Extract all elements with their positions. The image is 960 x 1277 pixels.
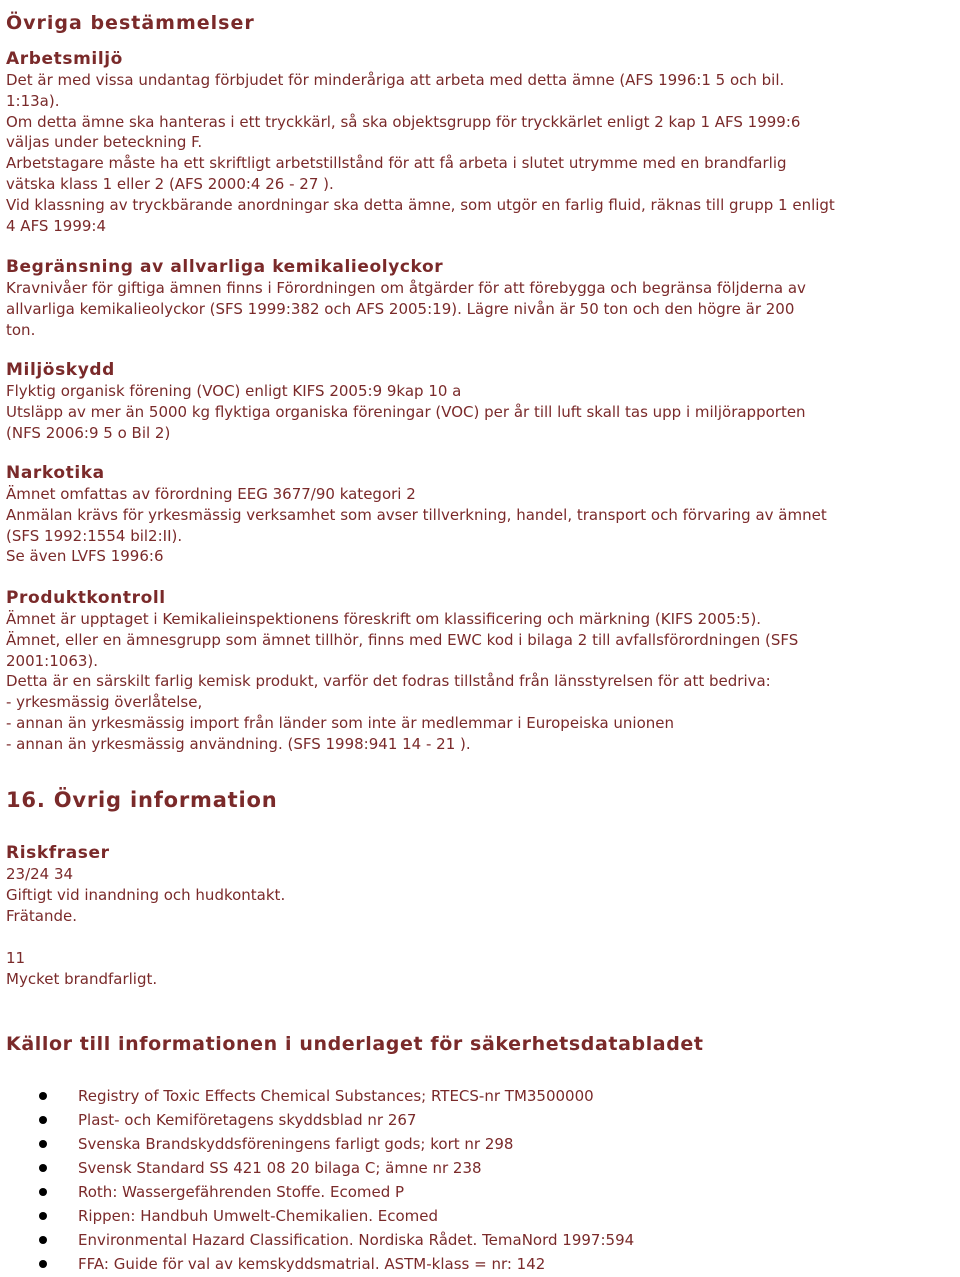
miljoskydd-line: Utsläpp av mer än 5000 kg flyktiga organiska föreningar (VOC) per år till luft skall tas upp i miljörapporten xyxy=(6,402,806,421)
begransning-heading: Begränsning av allvarliga kemikalieolyckor xyxy=(6,257,444,277)
produktkontroll-line: Detta är en särskilt farlig kemisk produkt, varför det fodras tillstånd från länsstyrelsen för att bedriva: xyxy=(6,672,771,691)
bullet-icon xyxy=(39,1212,47,1220)
begransning-line: ton. xyxy=(6,320,36,339)
list-item-label: Environmental Hazard Classification. Nordiska Rådet. TemaNord 1997:594 xyxy=(78,1231,635,1249)
sources-list xyxy=(6,1084,954,1276)
bullet-icon xyxy=(39,1164,47,1172)
riskfraser-line: Mycket brandfarligt. xyxy=(6,969,158,988)
narkotika-line: Anmälan krävs för yrkesmässig verksamhet som avser tillverkning, handel, transport och förvaring av ämnet xyxy=(6,505,827,524)
narkotika-line: (SFS 1992:1554 bil2:II). xyxy=(6,526,183,545)
riskfraser-line: 23/24 34 xyxy=(6,865,74,883)
riskfraser-heading: Riskfraser xyxy=(6,843,110,863)
bullet-icon xyxy=(39,1188,47,1196)
bullet-icon xyxy=(39,1140,47,1148)
sources-section xyxy=(6,1032,954,1056)
miljoskydd-section xyxy=(6,359,954,443)
begransning-line: Kravnivåer för giftiga ämnen finns i Förordningen om åtgärder för att förebygga och begränsa följderna av xyxy=(6,279,806,297)
produktkontroll-heading: Produktkontroll xyxy=(6,588,166,608)
narkotika-heading: Narkotika xyxy=(6,463,105,483)
produktkontroll-line: 2001:1063). xyxy=(6,651,99,670)
list-item-label: Registry of Toxic Effects Chemical Substances; RTECS-nr TM3500000 xyxy=(78,1087,594,1105)
page-title: Övriga bestämmelser xyxy=(6,12,255,34)
arbetsmiljo-line: Om detta ämne ska hanteras i ett tryckkärl, så ska objektsgrupp för tryckkärlet enligt 2 kap 1 AFS 1999:6 xyxy=(6,112,801,131)
list-item xyxy=(6,1252,954,1276)
arbetsmiljo-line: vätska klass 1 eller 2 (AFS 2000:4 26 - 27 ). xyxy=(6,174,334,193)
narkotika-line: Ämnet omfattas av förordning EEG 3677/90 kategori 2 xyxy=(6,485,416,503)
section-16-block xyxy=(6,786,954,814)
miljoskydd-line: (NFS 2006:9 5 o Bil 2) xyxy=(6,423,171,442)
riskfraser-line: Giftigt vid inandning och hudkontakt. xyxy=(6,885,286,904)
narkotika-line: Se även LVFS 1996:6 xyxy=(6,547,164,566)
produktkontroll-section xyxy=(6,587,954,755)
list-item-label: Rippen: Handbuh Umwelt-Chemikalien. Ecomed xyxy=(78,1207,439,1225)
riskfraser-line: Frätande. xyxy=(6,906,77,925)
riskfraser-section xyxy=(6,842,954,926)
list-item xyxy=(6,1108,954,1132)
list-item xyxy=(6,1132,954,1156)
riskfraser-line: 11 xyxy=(6,949,26,967)
arbetsmiljo-line: Vid klassning av tryckbärande anordningar ska detta ämne, som utgör en farlig fluid, räknas till grupp 1 enligt xyxy=(6,195,835,214)
begransning-line: allvarliga kemikalieolyckor (SFS 1999:382 och AFS 2005:19). Lägre nivån är 50 ton och den högre är 200 xyxy=(6,299,795,318)
sources-heading: Källor till informationen i underlaget för säkerhetsdatabladet xyxy=(6,1033,704,1055)
list-item-label: FFA: Guide för val av kemskyddsmatrial. ASTM-klass = nr: 142 xyxy=(78,1255,546,1273)
bullet-icon xyxy=(39,1260,47,1268)
produktkontroll-line: - annan än yrkesmässig användning. (SFS 1998:941 14 - 21 ). xyxy=(6,734,471,753)
list-item xyxy=(6,1228,954,1252)
list-item xyxy=(6,1204,954,1228)
miljoskydd-line: Flyktig organisk förening (VOC) enligt KIFS 2005:9 9kap 10 a xyxy=(6,382,462,400)
list-item-label: Plast- och Kemiföretagens skyddsblad nr 267 xyxy=(78,1111,417,1129)
narkotika-section xyxy=(6,462,954,567)
bullet-icon xyxy=(39,1092,47,1100)
arbetsmiljo-line: 4 AFS 1999:4 xyxy=(6,216,106,235)
produktkontroll-line: Ämnet, eller en ämnesgrupp som ämnet tillhör, finns med EWC kod i bilaga 2 till avfallsförordningen (SFS xyxy=(6,630,799,649)
list-item xyxy=(6,1156,954,1180)
list-item xyxy=(6,1180,954,1204)
section-title-block xyxy=(6,5,954,35)
arbetsmiljo-line: Arbetstagare måste ha ett skriftligt arbetstillstånd för att få arbeta i slutet utrymme med en brandfarlig xyxy=(6,154,787,173)
arbetsmiljo-heading: Arbetsmiljö xyxy=(6,49,123,69)
arbetsmiljo-line: 1:13a). xyxy=(6,91,60,110)
arbetsmiljo-line: Det är med vissa undantag förbjudet för minderåriga att arbeta med detta ämne (AFS 1996:1 5 och bil. xyxy=(6,71,785,89)
section-16-heading: 16. Övrig information xyxy=(6,788,278,812)
begransning-section xyxy=(6,256,954,340)
arbetsmiljo-line: väljas under beteckning F. xyxy=(6,133,203,152)
sources-list-block xyxy=(6,1084,954,1276)
arbetsmiljo-section xyxy=(6,48,954,236)
list-item xyxy=(6,1084,954,1108)
list-item-label: Svensk Standard SS 421 08 20 bilaga C; ämne nr 238 xyxy=(78,1159,482,1177)
produktkontroll-line: - yrkesmässig överlåtelse, xyxy=(6,693,203,712)
produktkontroll-line: - annan än yrkesmässig import från länder som inte är medlemmar i Europeiska unionen xyxy=(6,713,675,732)
produktkontroll-line: Ämnet är upptaget i Kemikalieinspektionens föreskrift om klassificering och märkning (KIFS 2005:5). xyxy=(6,610,762,628)
bullet-icon xyxy=(39,1236,47,1244)
list-item-label: Roth: Wassergefährenden Stoffe. Ecomed P xyxy=(78,1183,405,1201)
list-item-label: Svenska Brandskyddsföreningens farligt gods; kort nr 298 xyxy=(78,1135,514,1153)
riskfraser-section-2 xyxy=(6,948,954,990)
bullet-icon xyxy=(39,1116,47,1124)
miljoskydd-heading: Miljöskydd xyxy=(6,360,115,380)
